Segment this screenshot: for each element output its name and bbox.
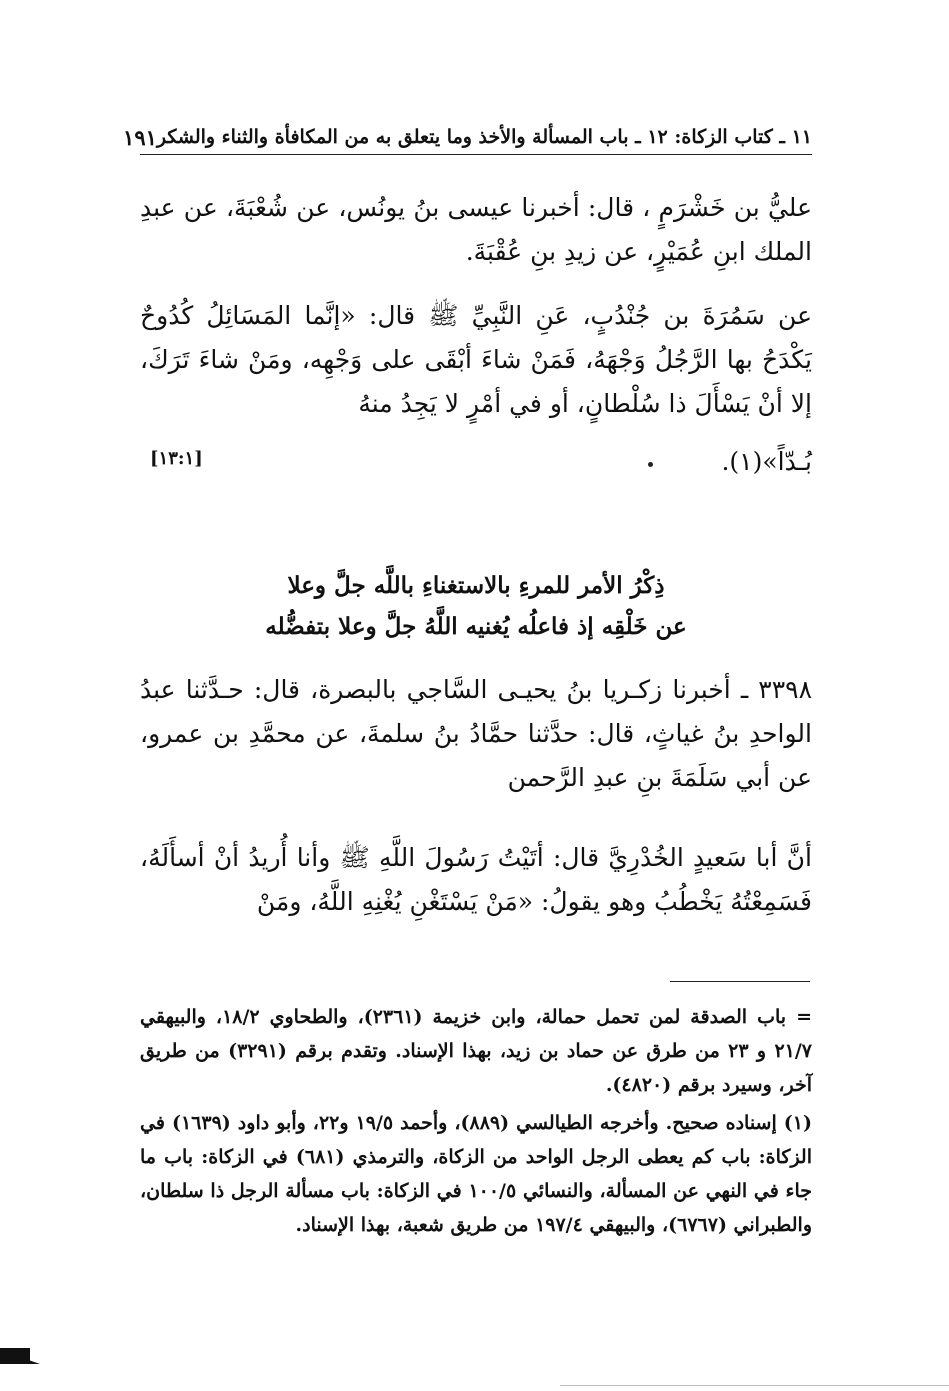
reference-marker: [١٣:١] [150, 448, 203, 469]
isnad-paragraph: عليُّ بن خَشْرَمٍ ، قال: أخبرنا عيسى بنُ يونُس، عن شُعْبَةَ، عن عبدِ الملك ابنِ عُمَيْرٍ، عن زيدِ بنِ عُقْبَةَ. [140, 193, 812, 266]
chapter-heading-line-2: عن خَلْقِه إذ فاعلُه يُغنيه اللَّهُ جلَّ وعلا بتفضُّله [265, 613, 687, 640]
ink-dot [648, 462, 653, 467]
running-head-title: ١١ ـ كتاب الزكاة: ١٢ ـ باب المسألة والأخذ وما يتعلق به من المكافأة والثناء والشكر [156, 126, 812, 148]
footnote-divider [670, 981, 810, 982]
hadith-3398-text: أنَّ أبا سَعيدٍ الخُدْرِيَّ قال: أتَيْتُ رَسُولَ اللَّهِ ﷺ وأنا أُريدُ أنْ أسأَلَهُ، فَسَمِعْتُهُ يَخْطُبُ وهو يقولُ: «مَنْ يَسْتَغْنِ يُغْنِهِ اللَّهُ، ومَنْ [140, 843, 812, 916]
hadith-paragraph: عن سَمُرَةَ بن جُنْدُبٍ، عَنِ النَّبِيِّ ﷺ قال: «إنَّما المَسَائِلُ كُدُوحٌ يَكْدَحُ بها الرَّجُلُ وَجْهَهُ، فَمَنْ شاءَ أبْقَى على وَجْهِه، ومَنْ شاءَ تَرَكَ، إلا أنْ يَسْأَلَ ذا سُلْطانٍ، أو في أمْرٍ لا يَجِدُ منهُ [140, 301, 812, 418]
hadith-3398-isnad: ٣٣٩٨ ـ أخبرنا زكـريا بنُ يحيـى السَّاجي بالبصرة، قال: حـدَّثنا عبدُ الواحدِ بنُ غياثٍ، قال: حدَّثنا حمَّادُ بنُ سلمةَ، عن محمَّدِ بن عمرو، عن أبي سَلَمَةَ بنِ عبدِ الرَّحمن [140, 675, 812, 792]
footnote-continuation: = باب الصدقة لمن تحمل حمالة، وابن خزيمة (٢٣٦١)، والطحاوي ١٨/٢، والبيهقي ٢١/٧ و ٢٣ من طرق عن حماد بن زيد، بهذا الإسناد. وتقدم برقم (٣٢٩١) من طريق آخر، وسيرد برقم (٤٨٢٠). [140, 1006, 813, 1096]
scan-bottom-edge [560, 1385, 949, 1386]
page-number: ١٩١ [123, 124, 157, 150]
hadith-last-word: بُـدّاً»(١). [721, 447, 812, 476]
footnote-1: (١) إسناده صحيح. وأخرجه الطيالسي (٨٨٩)، وأحمد ١٩/٥ و٢٢، وأبو داود (١٦٣٩) في الزكاة: باب كم يعطى الرجل الواحد من الزكاة، والترمذي (٦٨١) في الزكاة: باب ما جاء في النهي عن المسألة، والنسائي ١٠٠/٥ في الزكاة: باب مسألة الرجل ذا سلطان، والطبراني (٦٧٦٧)، والبيهقي ١٩٧/٤ من طريق شعبة، بهذا الإسناد. [140, 1112, 812, 1236]
hadith-ending [140, 440, 812, 480]
page-edge-bar [0, 1348, 30, 1364]
running-head [123, 120, 812, 155]
chapter-heading-line-1: ذِكْرُ الأمر للمرءِ بالاستغناءِ باللَّه جلَّ وعلا [287, 572, 665, 599]
